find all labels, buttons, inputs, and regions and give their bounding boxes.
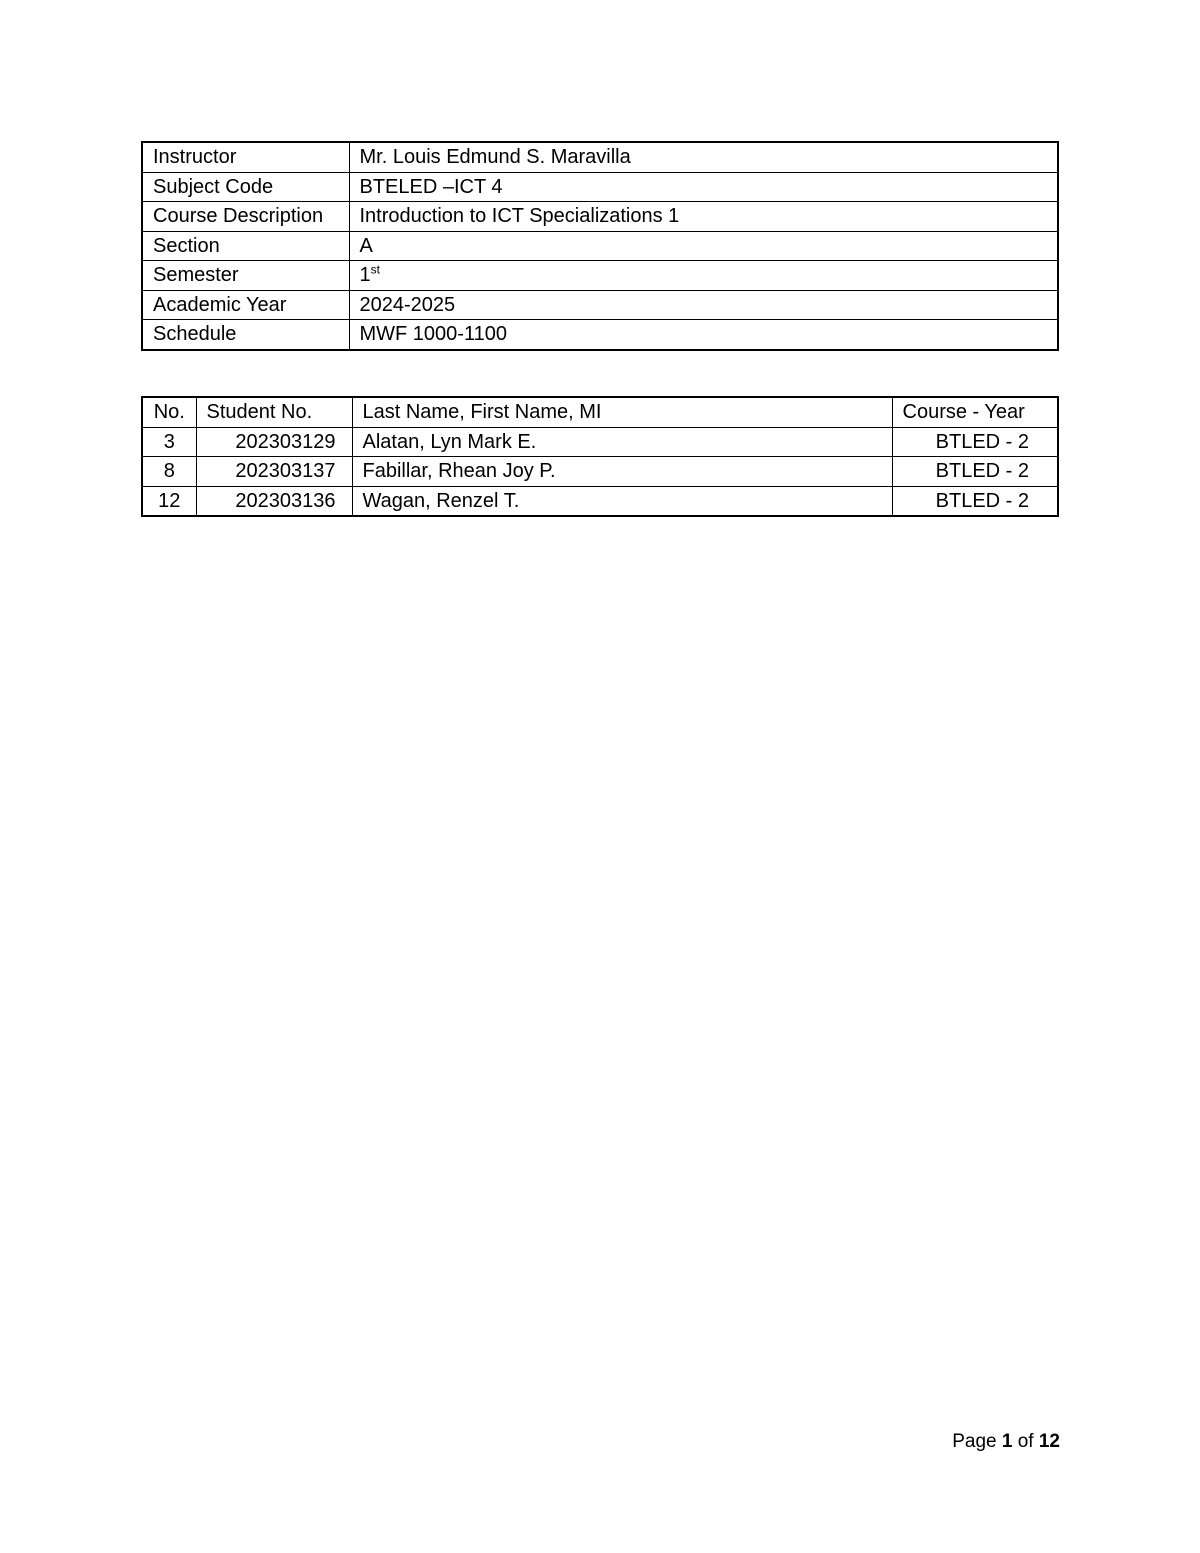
row-course-year: BTLED - 2 <box>892 457 1058 487</box>
table-row <box>142 457 1058 487</box>
of-word: of <box>1017 1431 1034 1452</box>
roster-header-row <box>142 397 1058 427</box>
row-name: Wagan, Renzel T. <box>352 486 892 516</box>
row-student-no: 202303129 <box>196 427 352 457</box>
row-student-no: 202303137 <box>196 457 352 487</box>
page-number-footer <box>952 1431 1060 1453</box>
header-name: Last Name, First Name, MI <box>352 397 892 427</box>
info-value: Mr. Louis Edmund S. Maravilla <box>349 142 1058 172</box>
info-row-subject-code <box>142 172 1058 202</box>
info-label: Course Description <box>142 202 349 232</box>
info-row-academic-year <box>142 290 1058 320</box>
header-no: No. <box>142 397 196 427</box>
info-row-course-description <box>142 202 1058 232</box>
info-label: Semester <box>142 261 349 291</box>
info-row-semester <box>142 261 1058 291</box>
row-course-year: BTLED - 2 <box>892 486 1058 516</box>
course-info-table <box>141 141 1059 351</box>
table-row <box>142 427 1058 457</box>
row-course-year: BTLED - 2 <box>892 427 1058 457</box>
info-value: Introduction to ICT Specializations 1 <box>349 202 1058 232</box>
info-row-section <box>142 231 1058 261</box>
info-label: Subject Code <box>142 172 349 202</box>
info-row-schedule <box>142 320 1058 350</box>
info-row-instructor <box>142 142 1058 172</box>
row-no: 8 <box>142 457 196 487</box>
info-value: MWF 1000-1100 <box>349 320 1058 350</box>
page-word: Page <box>952 1431 997 1452</box>
student-roster-table <box>141 396 1059 517</box>
info-label: Instructor <box>142 142 349 172</box>
header-student-no: Student No. <box>196 397 352 427</box>
semester-ordinal-suffix: st <box>370 262 380 277</box>
row-name: Fabillar, Rhean Joy P. <box>352 457 892 487</box>
info-value: BTELED –ICT 4 <box>349 172 1058 202</box>
table-row <box>142 486 1058 516</box>
row-no: 3 <box>142 427 196 457</box>
page-total: 12 <box>1038 1431 1060 1452</box>
info-value <box>349 261 1058 291</box>
info-value: 2024-2025 <box>349 290 1058 320</box>
info-value: A <box>349 231 1058 261</box>
info-label: Academic Year <box>142 290 349 320</box>
row-student-no: 202303136 <box>196 486 352 516</box>
info-label: Section <box>142 231 349 261</box>
row-name: Alatan, Lyn Mark E. <box>352 427 892 457</box>
page-current: 1 <box>1001 1431 1013 1452</box>
row-no: 12 <box>142 486 196 516</box>
semester-number: 1 <box>359 264 371 287</box>
header-course-year: Course - Year <box>892 397 1058 427</box>
info-label: Schedule <box>142 320 349 350</box>
